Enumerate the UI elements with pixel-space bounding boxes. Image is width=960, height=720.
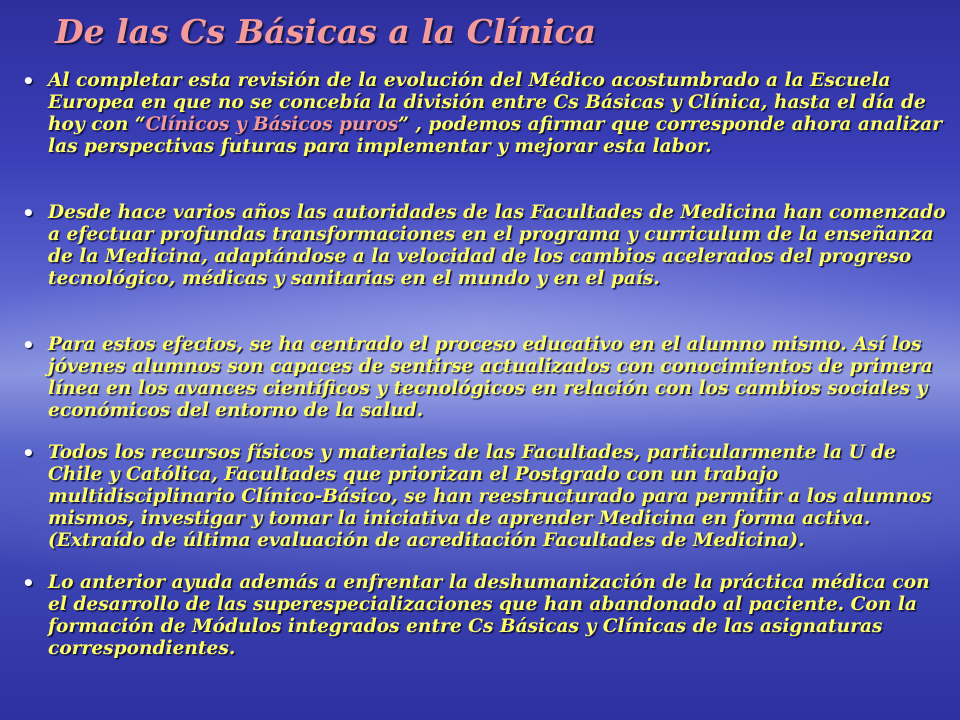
bullet-item	[18, 70, 948, 158]
bullet-item	[18, 334, 948, 422]
slide-title: De las Cs Básicas a la Clínica	[55, 12, 596, 51]
bullet-text: Todos los recursos físicos y materiales de las Facultades, particularmente la U de Chile y Católica, Facultades que priorizan el Postgrado con un trabajo multidisciplinario Clínico-Básico, se han reestructurado para permitir a los alumnos mismos, investigar y tomar la iniciativa de aprender Medicina en forma activa.(Extraído de última evaluación de acreditación Facultades de Medicina).	[48, 442, 932, 551]
bullet-item	[18, 442, 948, 552]
bullet-item	[18, 572, 948, 660]
bullet-marker: •	[22, 333, 35, 357]
highlight-text: Clínicos y Básicos puros	[145, 114, 399, 135]
bullet-text: ” , podemos afirmar que corresponde ahora analizar las perspectivas futuras para implementar y mejorar esta labor.	[48, 114, 943, 157]
bullet-marker: •	[22, 441, 35, 465]
bullet-text: Desde hace varios años las autoridades de las Facultades de Medicina han comenzado a efectuar profundas transformaciones en el programa y curriculum de la enseñanza de la Medicina, adaptándose a la velocidad de los cambios acelerados del progreso tecnológico, médicas y sanitarias en el mundo y en el país.	[48, 202, 946, 289]
bullet-marker: •	[22, 69, 35, 93]
bullet-text: Para estos efectos, se ha centrado el proceso educativo en el alumno mismo. Así los jóvenes alumnos son capaces de sentirse actualizados con conocimientos de primera línea en los avances científicos y tecnológicos en relación con los cambios sociales y económicos del entorno de la salud.	[48, 334, 933, 421]
bullet-item	[18, 202, 948, 290]
bullet-list	[18, 70, 948, 660]
bullet-text: Al completar esta revisión de la evolución del Médico acostumbrado a la Escuela Europea en que no se concebía la división entre Cs Básicas y Clínica, hasta el día de hoy con “	[48, 70, 926, 135]
bullet-marker: •	[22, 571, 35, 595]
bullet-marker: •	[22, 201, 35, 225]
bullet-text: Lo anterior ayuda además a enfrentar la deshumanización de la práctica médica con el desarrollo de las superespecializaciones que han abandonado al paciente. Con la formación de Módulos integrados entre Cs Básicas y Clínicas de las asignaturas correspondientes.	[48, 572, 930, 659]
